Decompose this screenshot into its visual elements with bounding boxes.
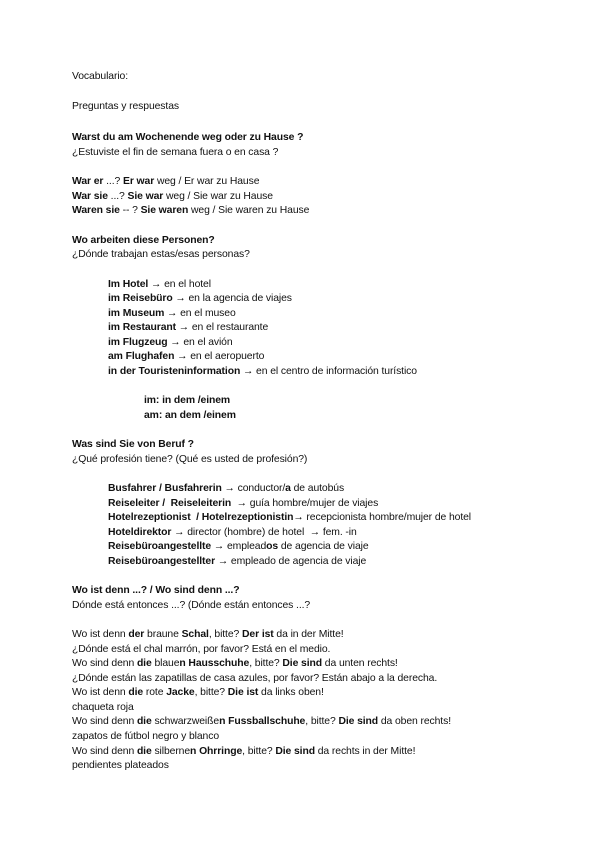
line-text: ...? xyxy=(103,176,123,187)
job-de: Reisebüroangestellte xyxy=(108,541,212,552)
job-de: Hoteldirektor xyxy=(108,527,172,538)
job-de: Reisebüroangestellter xyxy=(108,556,216,567)
job-de: Busfahrer / Busfahrerin xyxy=(108,483,222,494)
job-item xyxy=(108,511,471,525)
job-es: → empleado de agencia de viaje xyxy=(215,556,367,567)
place-de: im Reisebüro xyxy=(108,293,173,304)
job-item xyxy=(108,555,366,569)
job-item xyxy=(108,526,357,540)
line-bold: die xyxy=(136,716,152,727)
line-text: Wo sind denn xyxy=(72,658,137,669)
document-title: Vocabulario: xyxy=(72,71,128,82)
place-de: im Flugzeug xyxy=(108,337,168,348)
grammar-note: am: an dem /einem xyxy=(144,410,236,421)
job-es: → emplead xyxy=(211,541,267,552)
line-text: da oben rechts! xyxy=(378,716,451,727)
place-de: in der Touristeninformation xyxy=(108,366,241,377)
line-text: -- ? xyxy=(119,205,141,216)
place-es: → en la agencia de viajes xyxy=(172,293,292,304)
line-text: Wo ist denn xyxy=(72,629,129,640)
conjugation-line xyxy=(72,190,273,204)
line-text: weg / Sie waren zu Hause xyxy=(188,205,310,216)
section4-translation: Dónde está entonces ...? (Dónde están entonces ...? xyxy=(72,600,311,611)
place-es: → en el restaurante xyxy=(176,322,269,333)
job-es: → director (hombre) de hotel → fem. -in xyxy=(171,527,357,538)
line-bold: n Ohrringe xyxy=(190,746,243,757)
place-item xyxy=(108,336,233,350)
line-text: , bitte? xyxy=(305,716,339,727)
line-text: zapatos de fútbol negro y blanco xyxy=(72,731,219,742)
place-de: am Flughafen xyxy=(108,351,175,362)
line-bold: der xyxy=(128,629,145,640)
grammar-note: im: in dem /einem xyxy=(144,395,231,406)
line-text: braune xyxy=(144,629,182,640)
line-text: rote xyxy=(143,687,167,698)
job-de: Reiseleiter / Reiseleiterin xyxy=(108,498,232,509)
line-text: ...? xyxy=(107,191,128,202)
line-text: schwarzweiße xyxy=(151,716,220,727)
dialogue-line xyxy=(72,730,219,744)
dialogue-line xyxy=(72,628,344,642)
dialogue-line xyxy=(72,759,169,773)
line-bold: Jacke xyxy=(166,687,195,698)
section4-question: Wo ist denn ...? / Wo sind denn ...? xyxy=(72,585,240,596)
line-bold: Der ist xyxy=(242,629,274,640)
line-text: ¿Dónde están las zapatillas de casa azules, por favor? Están abajo a la derecha. xyxy=(72,673,438,684)
line-text: , bitte? xyxy=(194,687,228,698)
line-text: , bitte? xyxy=(249,658,283,669)
place-item xyxy=(108,321,268,335)
line-bold: die xyxy=(136,746,152,757)
line-text: Wo sind denn xyxy=(72,746,137,757)
line-bold: Sie waren xyxy=(140,205,189,216)
place-es: → en el avión xyxy=(167,337,233,348)
place-item xyxy=(108,278,211,292)
job-es: de autobús xyxy=(290,483,345,494)
line-text: Wo ist denn xyxy=(72,687,129,698)
line-text: blaue xyxy=(151,658,180,669)
line-text: da links oben! xyxy=(258,687,324,698)
job-es: → recepcionista hombre/mujer de hotel xyxy=(293,512,472,523)
line-text: chaqueta roja xyxy=(72,702,134,713)
line-bold: die xyxy=(128,687,144,698)
line-bold: Schal xyxy=(181,629,209,640)
place-de: Im Hotel xyxy=(108,279,149,290)
section1-translation: ¿Estuviste el fin de semana fuera o en casa ? xyxy=(72,147,279,158)
place-de: im Museum xyxy=(108,308,165,319)
line-text: da rechts in der Mitte! xyxy=(314,746,416,757)
line-bold: Die sind xyxy=(275,746,315,757)
line-text: weg / Er war zu Hause xyxy=(154,176,260,187)
line-bold: Die ist xyxy=(227,687,259,698)
line-text: pendientes plateados xyxy=(72,760,169,771)
line-text: , bitte? xyxy=(242,746,276,757)
line-bold: n Hausschuhe xyxy=(179,658,250,669)
line-bold: War er xyxy=(72,176,104,187)
place-item xyxy=(108,365,417,379)
line-text: Wo sind denn xyxy=(72,716,137,727)
dialogue-line xyxy=(72,745,415,759)
section2-question: Wo arbeiten diese Personen? xyxy=(72,235,215,246)
job-item xyxy=(108,540,369,554)
line-bold: Sie war xyxy=(127,191,164,202)
job-es: de agencia de viaje xyxy=(278,541,369,552)
dialogue-line xyxy=(72,715,451,729)
line-text: silberne xyxy=(151,746,191,757)
line-text: da unten rechts! xyxy=(322,658,398,669)
job-item xyxy=(108,497,378,511)
document-subtitle: Preguntas y respuestas xyxy=(72,101,179,112)
job-es-bold: os xyxy=(266,541,279,552)
line-bold: n Fussballschuhe xyxy=(219,716,306,727)
dialogue-line xyxy=(72,701,134,715)
place-es: → en el centro de información turístico xyxy=(240,366,417,377)
job-es-bold: a xyxy=(285,483,291,494)
place-es: → en el museo xyxy=(164,308,236,319)
line-text: weg / Sie war zu Hause xyxy=(163,191,273,202)
job-es: → guía hombre/mujer de viajes xyxy=(231,498,379,509)
job-de: Hotelrezeptionist / Hotelrezeptionistin xyxy=(108,512,294,523)
line-text: da in der Mitte! xyxy=(273,629,344,640)
line-bold: Die sind xyxy=(282,658,323,669)
line-bold: Waren sie xyxy=(72,205,120,216)
place-es: → en el aeropuerto xyxy=(174,351,265,362)
dialogue-line xyxy=(72,643,330,657)
dialogue-line xyxy=(72,672,437,686)
line-text: , bitte? xyxy=(208,629,242,640)
line-bold: Die sind xyxy=(338,716,379,727)
conjugation-line xyxy=(72,175,259,189)
section2-translation: ¿Dónde trabajan estas/esas personas? xyxy=(72,249,250,260)
section3-translation: ¿Qué profesión tiene? (Qué es usted de profesión?) xyxy=(72,454,308,465)
place-item xyxy=(108,292,292,306)
line-bold: die xyxy=(136,658,152,669)
place-es: → en el hotel xyxy=(148,279,211,290)
place-de: im Restaurant xyxy=(108,322,176,333)
line-bold: War sie xyxy=(72,191,108,202)
job-item xyxy=(108,482,344,496)
line-bold: Er war xyxy=(122,176,155,187)
section1-question: Warst du am Wochenende weg oder zu Hause ? xyxy=(72,132,304,143)
line-text: ¿Dónde está el chal marrón, por favor? Está en el medio. xyxy=(72,644,331,655)
job-es: → conductor/ xyxy=(221,483,286,494)
dialogue-line xyxy=(72,686,324,700)
place-item xyxy=(108,350,264,364)
section3-question: Was sind Sie von Beruf ? xyxy=(72,439,194,450)
place-item xyxy=(108,307,236,321)
conjugation-line xyxy=(72,204,309,218)
dialogue-line xyxy=(72,657,398,671)
